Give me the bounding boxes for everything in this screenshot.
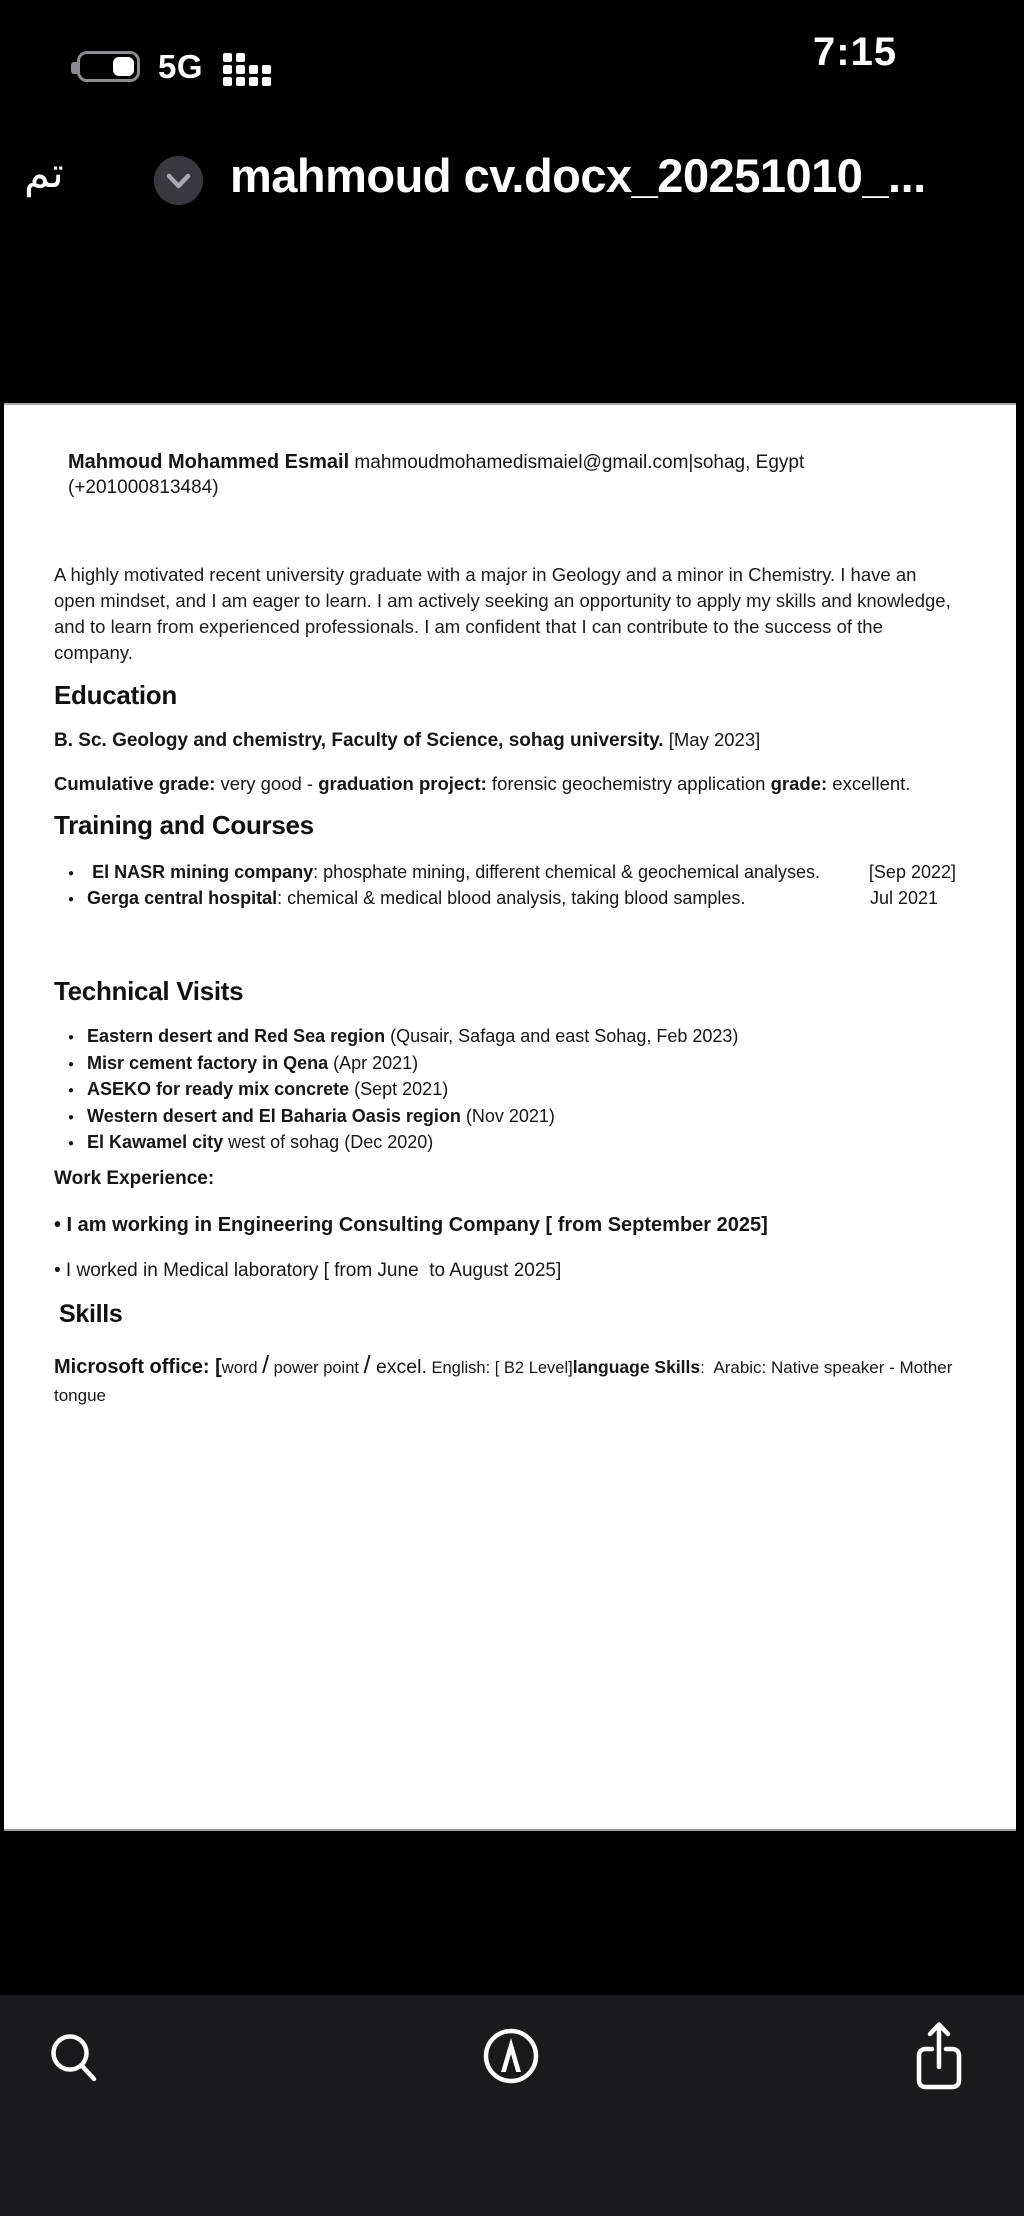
training-item: ● Gerga central hospital: chemical & medical blood analysis, taking blood samples. Jul 2021	[54, 887, 956, 913]
technical-visits-heading: Technical Visits	[54, 976, 244, 1006]
network-type-label: 5G	[158, 48, 204, 85]
bottom-toolbar	[0, 1995, 1024, 2216]
work-item: • I am working in Engineering Consulting Company [ from September 2025]	[54, 1213, 768, 1236]
education-heading: Education	[54, 680, 177, 710]
chevron-down-button[interactable]	[154, 156, 203, 205]
document-header	[0, 140, 1024, 260]
visit-item: ● Misr cement factory in Qena (Apr 2021)	[54, 1052, 956, 1079]
document-title[interactable]: mahmoud cv.docx_20251010_...	[230, 149, 926, 202]
doc-name: Mahmoud Mohammed Esmail	[68, 451, 350, 473]
doc-name-line	[68, 450, 956, 500]
work-experience-heading: Work Experience:	[54, 1167, 215, 1189]
share-button[interactable]	[910, 2015, 968, 2100]
degree-line: B. Sc. Geology and chemistry, Faculty of Science, sohag university. [May 2023]	[54, 729, 761, 751]
visit-item: ● El Kawamel city west of sohag (Dec 2020)	[54, 1131, 956, 1158]
done-button[interactable]: تم	[24, 148, 64, 197]
skills-line: Microsoft office: [word / power point / excel. English: [ B2 Level]language Skills: Arabic: Native speaker - Mother tongue	[54, 1350, 958, 1405]
doc-contact: mahmoudmohamedismaiel@gmail.com|sohag, Egypt (+201000813484)	[68, 452, 810, 498]
visit-item: ● ASEKO for ready mix concrete (Sept 2021)	[54, 1078, 956, 1105]
doc-summary: A highly motivated recent university graduate with a major in Geology and a minor in Chemistry. I have an open mindset, and I am eager to learn. I am actively seeking an opportunity to apply my skills and knowledge, and to learn from experienced professionals. I am confident that I can contribute to the success of the company.	[54, 564, 956, 663]
chevron-down-icon	[154, 156, 203, 205]
training-heading: Training and Courses	[54, 810, 314, 840]
training-item-date: Jul 2021	[869, 888, 938, 908]
visit-item: ● Western desert and El Baharia Oasis region (Nov 2021)	[54, 1105, 956, 1132]
grade-line: Cumulative grade: very good - graduation project: forensic geochemistry application grade: excellent.	[54, 773, 911, 794]
share-icon	[910, 2015, 968, 2097]
status-bar	[0, 0, 1024, 110]
training-list	[54, 861, 956, 913]
battery-nub	[71, 62, 77, 74]
battery-icon	[77, 51, 140, 82]
cellular-signal-icon	[223, 50, 271, 86]
skills-heading: Skills	[59, 1299, 123, 1328]
training-item: ● El NASR mining company: phosphate mining, different chemical & geochemical analyses. [Sep 2022]	[54, 861, 956, 887]
technical-visits-list	[54, 1025, 956, 1158]
search-button[interactable]	[45, 2028, 103, 2089]
training-item-date: [Sep 2022]	[868, 862, 956, 882]
battery-fill	[113, 57, 134, 76]
search-icon	[45, 2028, 103, 2086]
markup-pen-icon	[481, 2026, 541, 2086]
markup-button[interactable]	[481, 2026, 541, 2089]
visit-item: ● Eastern desert and Red Sea region (Qusair, Safaga and east Sohag, Feb 2023)	[54, 1025, 956, 1052]
clock-time: 7:15	[813, 30, 898, 74]
work-item: • I worked in Medical laboratory [ from June to August 2025]	[54, 1259, 562, 1281]
document-page[interactable]	[4, 403, 1016, 1831]
